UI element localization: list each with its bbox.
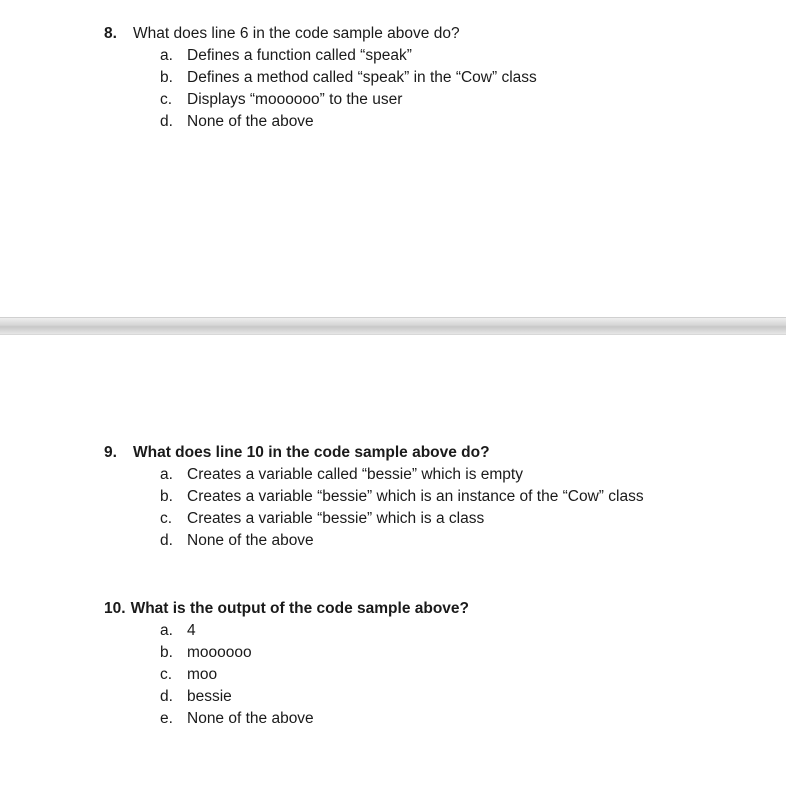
option-letter: a. [160,622,173,639]
option-b [104,486,764,508]
question-9-prompt [104,442,764,464]
question-text: What does line 6 in the code sample above do? [133,25,460,42]
option-c [104,89,764,111]
option-letter: b. [160,69,173,86]
question-number: 8. [104,25,117,42]
option-d [104,111,764,133]
question-10 [104,598,764,730]
option-letter: e. [160,710,173,727]
option-letter: c. [160,510,173,527]
option-text: bessie [187,688,232,705]
question-text: What does line 10 in the code sample above do? [133,444,490,461]
option-letter: b. [160,488,173,505]
option-text: moo [187,666,218,683]
question-number: 9. [104,444,117,461]
page-break-divider [0,317,786,335]
option-e [104,708,764,730]
option-letter: a. [160,47,173,64]
question-10-prompt [104,598,764,620]
question-8 [104,23,764,133]
option-b [104,642,764,664]
option-letter: b. [160,644,173,661]
option-text: moooooo [187,644,252,661]
option-letter: d. [160,532,173,549]
option-text: None of the above [187,710,314,727]
option-text: Creates a variable called “bessie” which is empty [187,466,523,483]
option-a [104,620,764,642]
option-d [104,686,764,708]
option-text: Creates a variable “bessie” which is an instance of the “Cow” class [187,488,644,505]
option-letter: c. [160,666,173,683]
option-a [104,464,764,486]
option-text: 4 [187,622,196,639]
option-text: None of the above [187,532,314,549]
option-c [104,664,764,686]
question-number: 10. [104,600,126,617]
option-text: None of the above [187,113,314,130]
question-9 [104,442,764,552]
option-a [104,45,764,67]
question-8-prompt [104,23,764,45]
option-letter: d. [160,113,173,130]
option-d [104,530,764,552]
option-b [104,67,764,89]
option-text: Defines a method called “speak” in the “Cow” class [187,69,537,86]
option-letter: c. [160,91,173,108]
question-text: What is the output of the code sample above? [130,600,470,617]
option-text: Creates a variable “bessie” which is a class [187,510,485,527]
option-text: Displays “moooooo” to the user [187,91,403,108]
option-text: Defines a function called “speak” [187,47,412,64]
option-letter: a. [160,466,173,483]
option-c [104,508,764,530]
option-letter: d. [160,688,173,705]
